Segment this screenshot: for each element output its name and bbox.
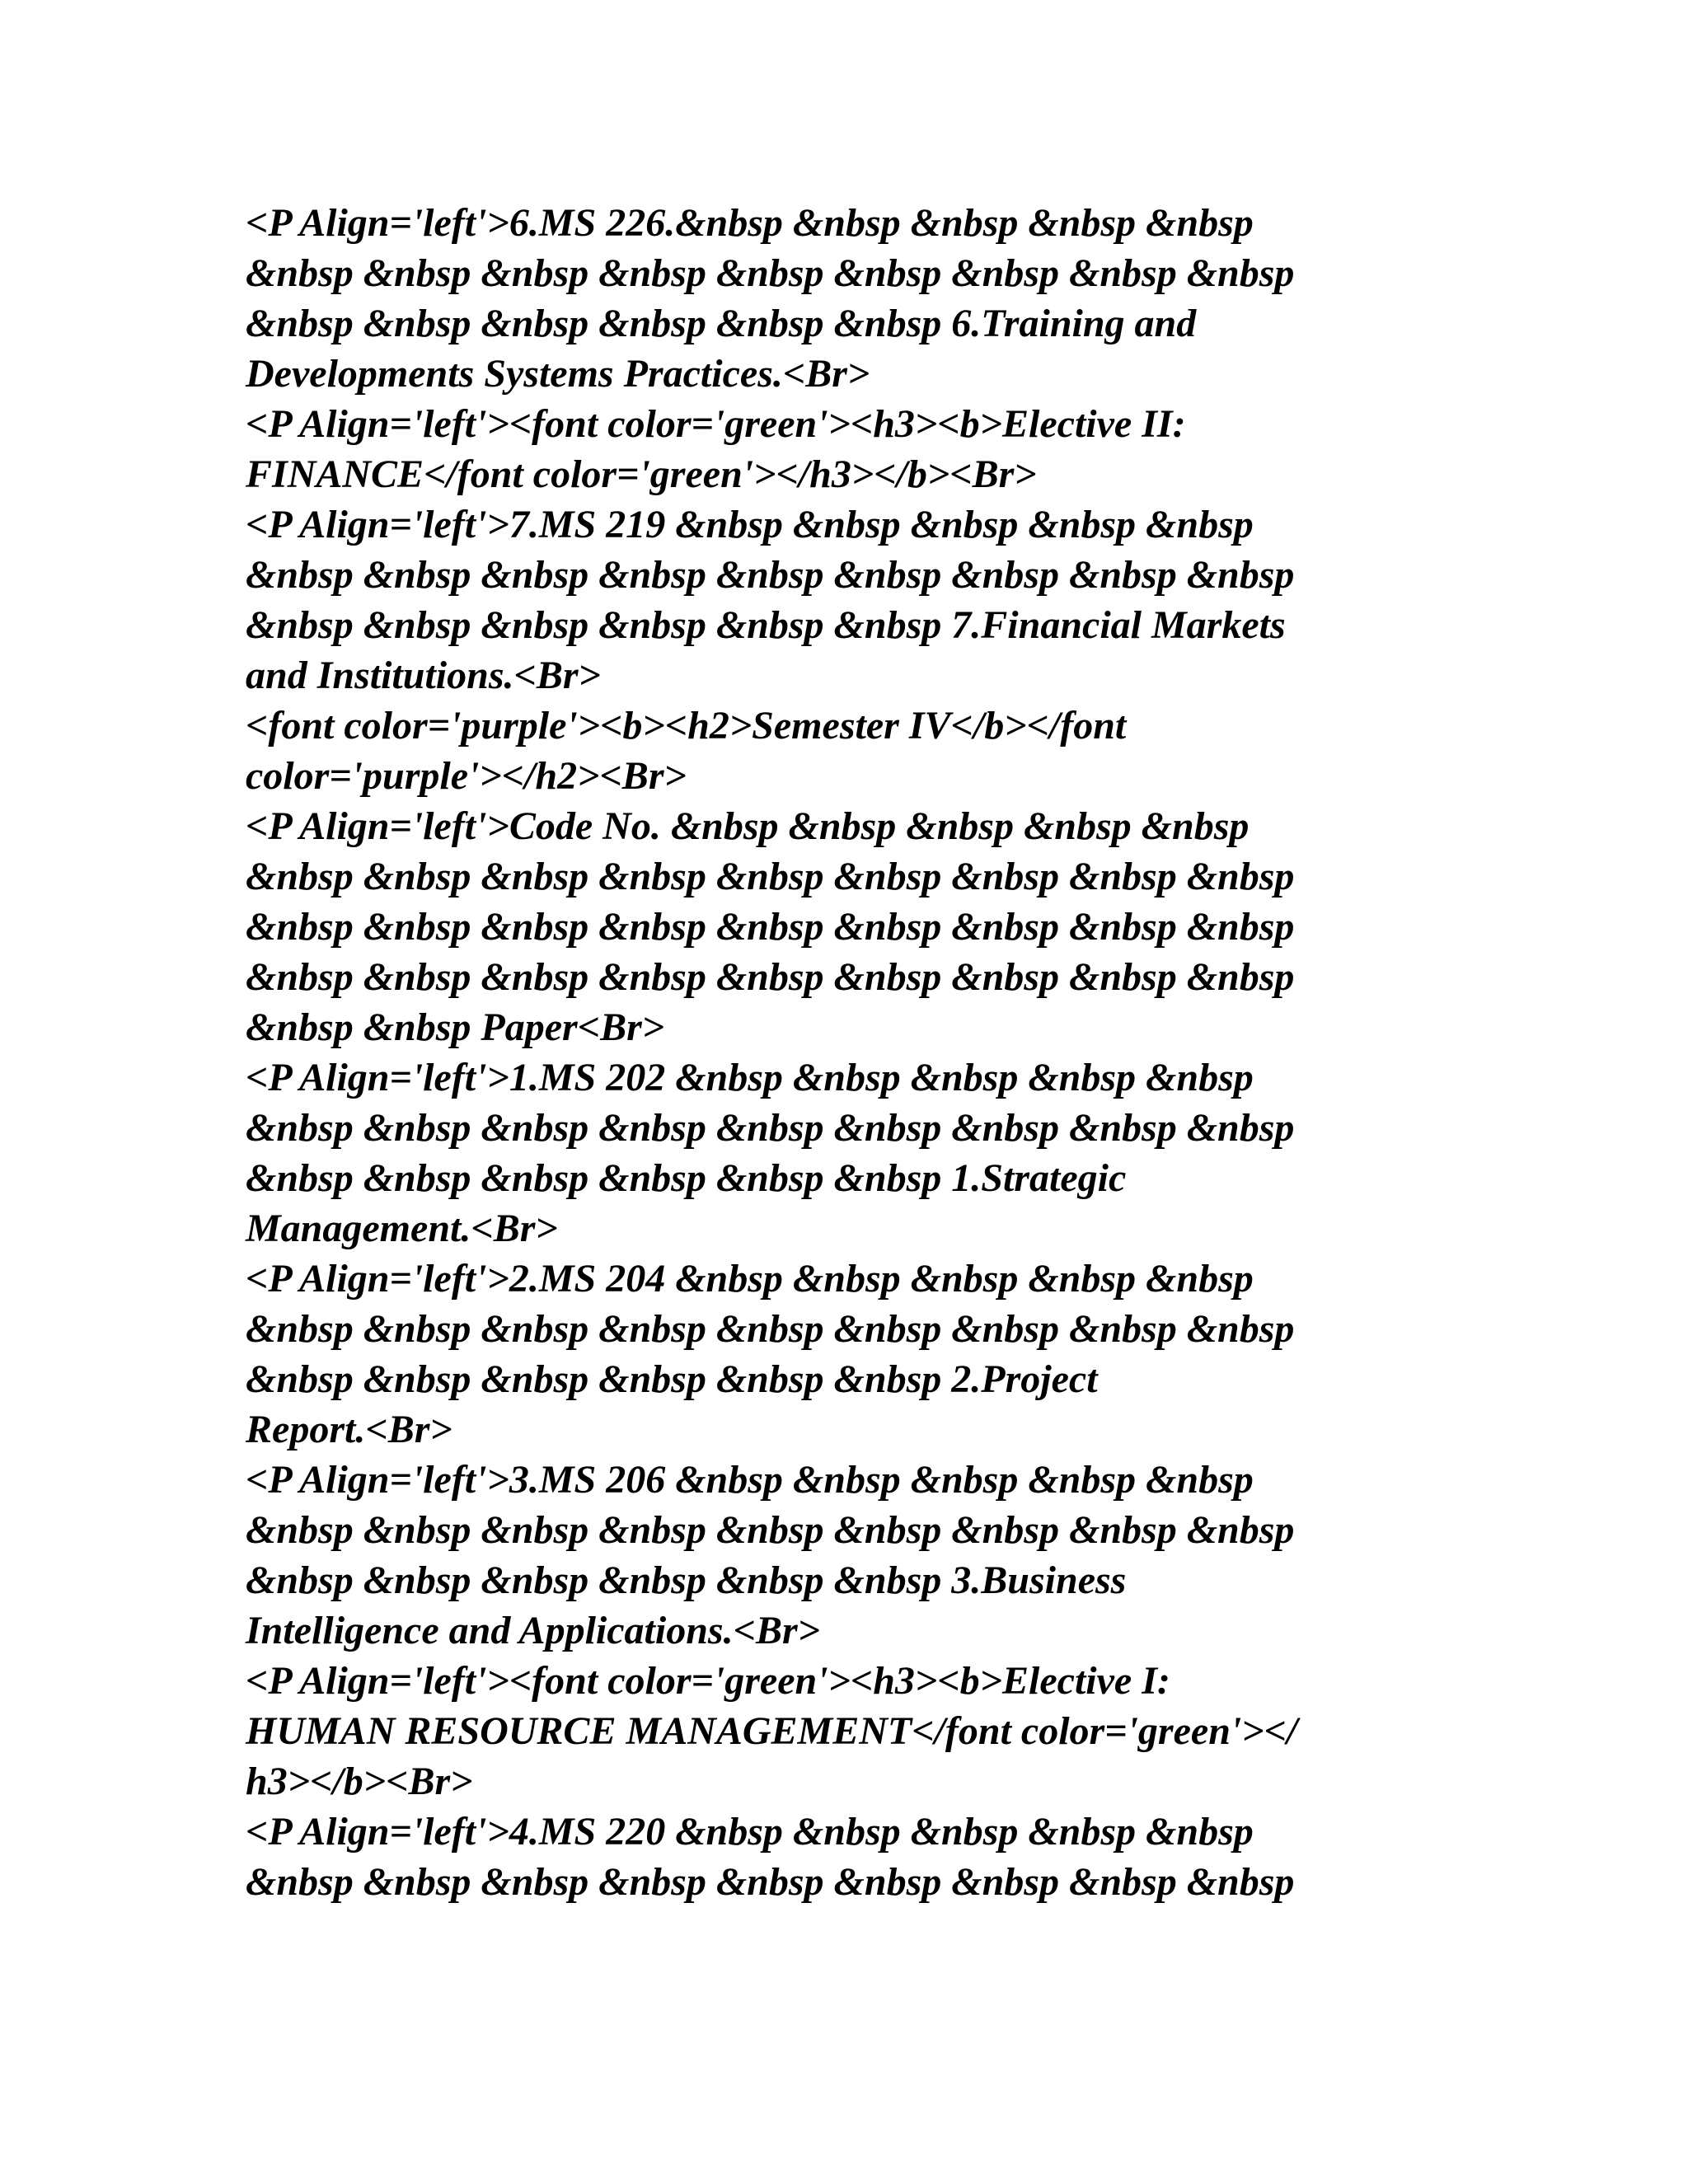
text-line: &nbsp &nbsp &nbsp &nbsp &nbsp &nbsp 1.Strategic bbox=[246, 1156, 1127, 1200]
text-line: <P Align='left'>3.MS 206 &nbsp &nbsp &nbsp &nbsp &nbsp bbox=[246, 1458, 1254, 1502]
text-line: &nbsp &nbsp &nbsp &nbsp &nbsp &nbsp 6.Training and bbox=[246, 302, 1197, 345]
text-line: &nbsp &nbsp Paper<Br> bbox=[246, 1005, 665, 1049]
text-line: h3></b><Br> bbox=[246, 1760, 473, 1803]
text-line: and Institutions.<Br> bbox=[246, 654, 601, 697]
text-line: &nbsp &nbsp &nbsp &nbsp &nbsp &nbsp &nbsp &nbsp &nbsp bbox=[246, 251, 1295, 295]
text-line: &nbsp &nbsp &nbsp &nbsp &nbsp &nbsp &nbsp &nbsp &nbsp bbox=[246, 1508, 1295, 1552]
text-line: &nbsp &nbsp &nbsp &nbsp &nbsp &nbsp 7.Financial Markets bbox=[246, 603, 1286, 647]
text-line: <P Align='left'>1.MS 202 &nbsp &nbsp &nbsp &nbsp &nbsp bbox=[246, 1056, 1254, 1099]
text-line: <P Align='left'><font color='green'><h3><b>Elective II: bbox=[246, 402, 1186, 446]
text-line: &nbsp &nbsp &nbsp &nbsp &nbsp &nbsp &nbsp &nbsp &nbsp bbox=[246, 955, 1295, 999]
text-line: color='purple'></h2><Br> bbox=[246, 754, 687, 798]
text-line: Developments Systems Practices.<Br> bbox=[246, 352, 870, 396]
text-line: FINANCE</font color='green'></h3></b><Br> bbox=[246, 452, 1037, 496]
text-line: HUMAN RESOURCE MANAGEMENT</font color='green'></ bbox=[246, 1709, 1298, 1753]
text-line: Report.<Br> bbox=[246, 1408, 452, 1451]
text-line: &nbsp &nbsp &nbsp &nbsp &nbsp &nbsp &nbsp &nbsp &nbsp bbox=[246, 855, 1295, 898]
text-line: <P Align='left'>7.MS 219 &nbsp &nbsp &nbsp &nbsp &nbsp bbox=[246, 503, 1254, 546]
text-line: <P Align='left'>2.MS 204 &nbsp &nbsp &nbsp &nbsp &nbsp bbox=[246, 1257, 1254, 1301]
text-line: <P Align='left'><font color='green'><h3><b>Elective I: bbox=[246, 1659, 1170, 1703]
text-line: Management.<Br> bbox=[246, 1207, 558, 1250]
text-line: Intelligence and Applications.<Br> bbox=[246, 1609, 820, 1652]
text-line: &nbsp &nbsp &nbsp &nbsp &nbsp &nbsp 3.Business bbox=[246, 1558, 1127, 1602]
document-body bbox=[246, 198, 1432, 1907]
text-line: <P Align='left'>4.MS 220 &nbsp &nbsp &nbsp &nbsp &nbsp bbox=[246, 1810, 1254, 1854]
text-line: &nbsp &nbsp &nbsp &nbsp &nbsp &nbsp 2.Project bbox=[246, 1357, 1098, 1401]
text-line: &nbsp &nbsp &nbsp &nbsp &nbsp &nbsp &nbsp &nbsp &nbsp bbox=[246, 553, 1295, 597]
text-line: &nbsp &nbsp &nbsp &nbsp &nbsp &nbsp &nbsp &nbsp &nbsp bbox=[246, 1106, 1295, 1150]
text-line: &nbsp &nbsp &nbsp &nbsp &nbsp &nbsp &nbsp &nbsp &nbsp bbox=[246, 905, 1295, 949]
text-line: &nbsp &nbsp &nbsp &nbsp &nbsp &nbsp &nbsp &nbsp &nbsp bbox=[246, 1860, 1295, 1904]
text-line: &nbsp &nbsp &nbsp &nbsp &nbsp &nbsp &nbsp &nbsp &nbsp bbox=[246, 1307, 1295, 1351]
text-line: <font color='purple'><b><h2>Semester IV</b></font bbox=[246, 704, 1127, 748]
text-line: <P Align='left'>6.MS 226.&nbsp &nbsp &nbsp &nbsp &nbsp bbox=[246, 201, 1254, 245]
text-line: <P Align='left'>Code No. &nbsp &nbsp &nbsp &nbsp &nbsp bbox=[246, 804, 1250, 848]
